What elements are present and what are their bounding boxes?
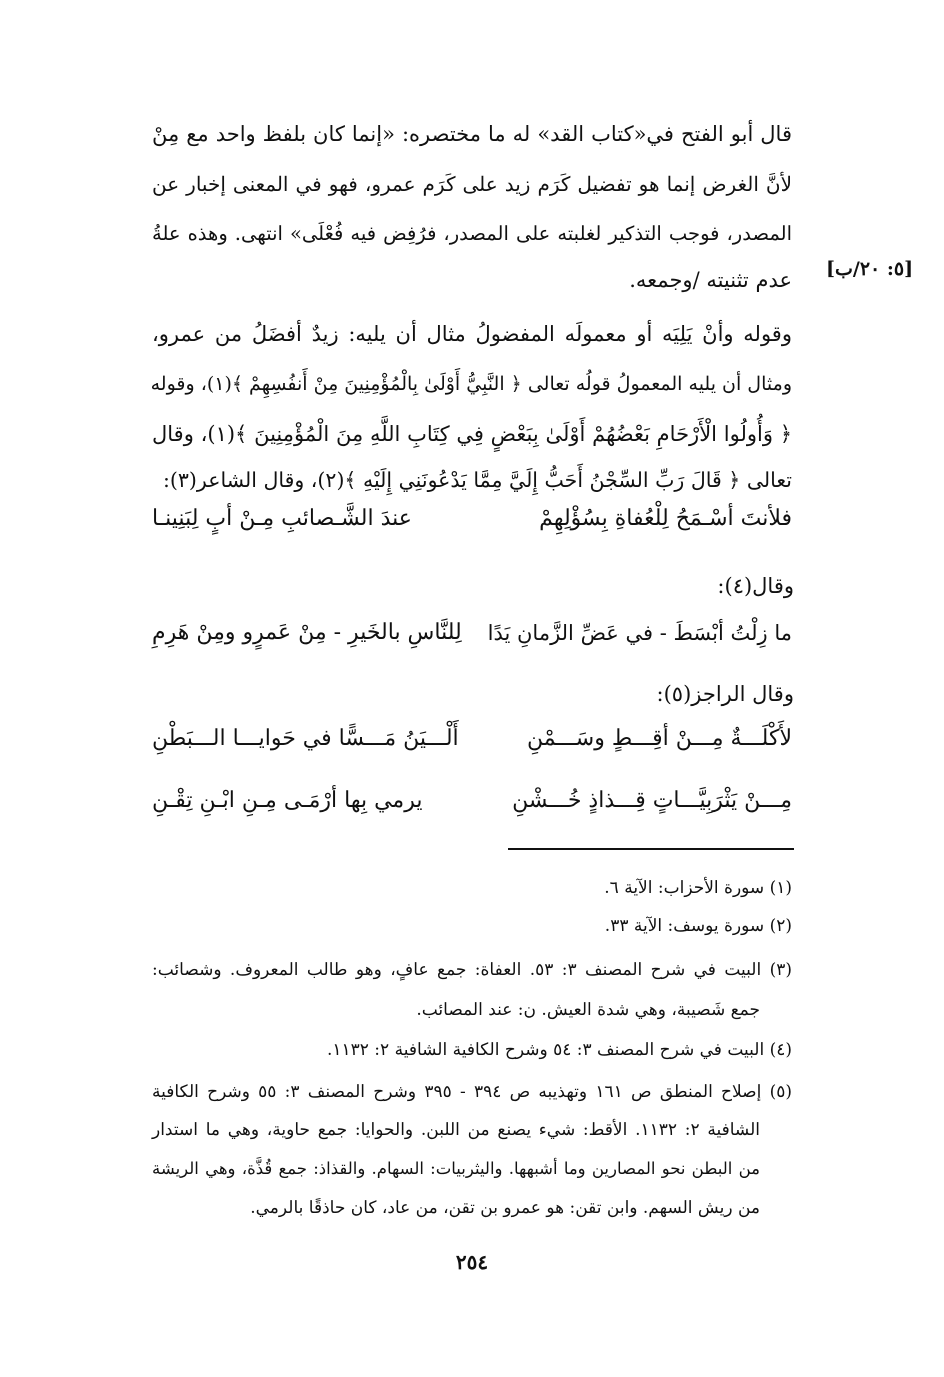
manuscript-folio-note: [٥: ٢٠/ب]: [826, 258, 914, 280]
paragraph-2-line-4: تعالى ﴿ قَالَ رَبِّ السِّجْنُ أَحَبُّ إِلَيَّ مِمَّا يَدْعُونَنِي إِلَيْهِ ﴾(٢)، وقال الشاعر(٣):: [162, 468, 792, 492]
verse-4-second-hemistich: يرمي بِها أرْمَـى مِـنِ ابْـنِ تِقْـنِ: [152, 788, 423, 813]
footnote-separator: [508, 848, 794, 850]
verse-4: [152, 778, 792, 824]
paragraph-2-line-1: وقوله وأنْ يَلِيَه أو معمولَه المفضولُ مثال أن يليه: زيدٌ أفضَلُ من عمرو،: [152, 322, 792, 346]
footnote-3: (٣) البيت في شرح المصنف ٣: ٥٣. العفاة: جمع عافٍ، وهو طالب المعروف. وشصائب:: [152, 960, 792, 980]
verse-1-first-hemistich: فلأنتَ أسْـمَحُ لِلْعُفاةِ بِسُؤْلِهِمْ: [539, 506, 792, 531]
verse-3-first-hemistich: لأَكْلَـــةٌ مِـــنْ أقِـــطٍ وسَـــمْنِ: [527, 726, 792, 751]
paragraph-2-line-2: ومثال أن يليه المعمولُ قولُه تعالى ﴿ النَّبِيُّ أَوْلَىٰ بِالْمُؤْمِنِينَ مِنْ أَنفُسِهِمْ ﴾(١)، وقوله: [150, 373, 792, 395]
verse-2: [152, 610, 792, 656]
quote-label-3: وقال الراجز(٥):: [656, 682, 794, 706]
footnote-5-line-2: الشافية ٢: ١١٣٢. الأقط: شيء يصنع من اللبن. والحوايا: جمع حاوية، وهي ما استدار: [152, 1120, 760, 1140]
footnote-5-line-3: من البطن نحو المصارين وما أشبهها. واليثربيات: السهام. والقذاذ: جمع قُذَّة، وهي الريشة: [152, 1159, 760, 1178]
verse-2-first-hemistich: ما زِلْتُ أبْسَطَ - في عَضِّ الزَّمانِ يَدًا: [487, 621, 792, 645]
quote-label-2: وقال(٤):: [717, 574, 794, 598]
paragraph-1-line-4: عدم تثنيته /وجمعه.: [629, 268, 792, 292]
page-number: ٢٥٤: [455, 1250, 489, 1274]
footnote-4: (٤) البيت في شرح المصنف ٣: ٥٤ وشرح الكافية الشافية ٢: ١١٣٢.: [326, 1040, 792, 1060]
footnote-5: (٥) إصلاح المنطق ص ١٦١ وتهذيبه ص ٣٩٤ - ٣٩٥ وشرح المصنف ٣: ٥٥ وشرح الكافية: [152, 1082, 792, 1102]
footnote-5-line-4: من ريش السهم. وابن تقن: هو عمرو بن تقن، من عاد، كان حاذقًا بالرمي.: [250, 1198, 760, 1218]
verse-4-first-hemistich: مِـــنْ يَثْرَبِيَّـــاتٍ قِـــذاذٍ خُـــشْنِ: [512, 788, 792, 813]
paragraph-1-line-2: لأنَّ الغرض إنما هو تفضيل كَرَم زيد على كَرَم عمرو، فهو في المعنى إخبار عن: [152, 172, 792, 196]
verse-1: [152, 496, 792, 542]
paragraph-2-line-3: ﴿ وَأُولُوا الْأَرْحَامِ بَعْضُهُمْ أَوْلَىٰ بِبَعْضٍ فِي كِتَابِ اللَّهِ مِنَ الْمُؤْمِنِينَ ﴾(١)، وقال: [152, 422, 793, 446]
footnote-3-continued: جمع شَصيبة، وهي شدة العيش. ن: عند المصائب.: [416, 1000, 760, 1020]
paragraph-1-line-1: قال أبو الفتح في«كتاب القد» له ما مختصره: «إنما كان بلفظ واحد مع مِنْ: [152, 122, 792, 146]
footnote-2: (٢) سورة يوسف: الآية ٣٣.: [604, 916, 792, 936]
verse-3-second-hemistich: أَلْـــيَنُ مَـــسًّا في حَوايـــا الـــبَطْنِ: [152, 726, 459, 751]
verse-1-second-hemistich: عندَ الشَّـصائبِ مِـنْ أبٍ لِبَنِينـا: [152, 506, 412, 531]
footnote-1: (١) سورة الأحزاب: الآية ٦.: [604, 878, 792, 898]
paragraph-1-line-3: المصدر، فوجب التذكير لغلبته على المصدر، فرُفِض فيه فُعْلَى» انتهى. وهذه علةُ: [152, 222, 792, 245]
verse-3: [152, 716, 792, 762]
verse-2-second-hemistich: لِلنَّاسِ بالخَيرِ - مِنْ عَمرٍو ومِنْ هَرِمِ: [152, 620, 462, 645]
